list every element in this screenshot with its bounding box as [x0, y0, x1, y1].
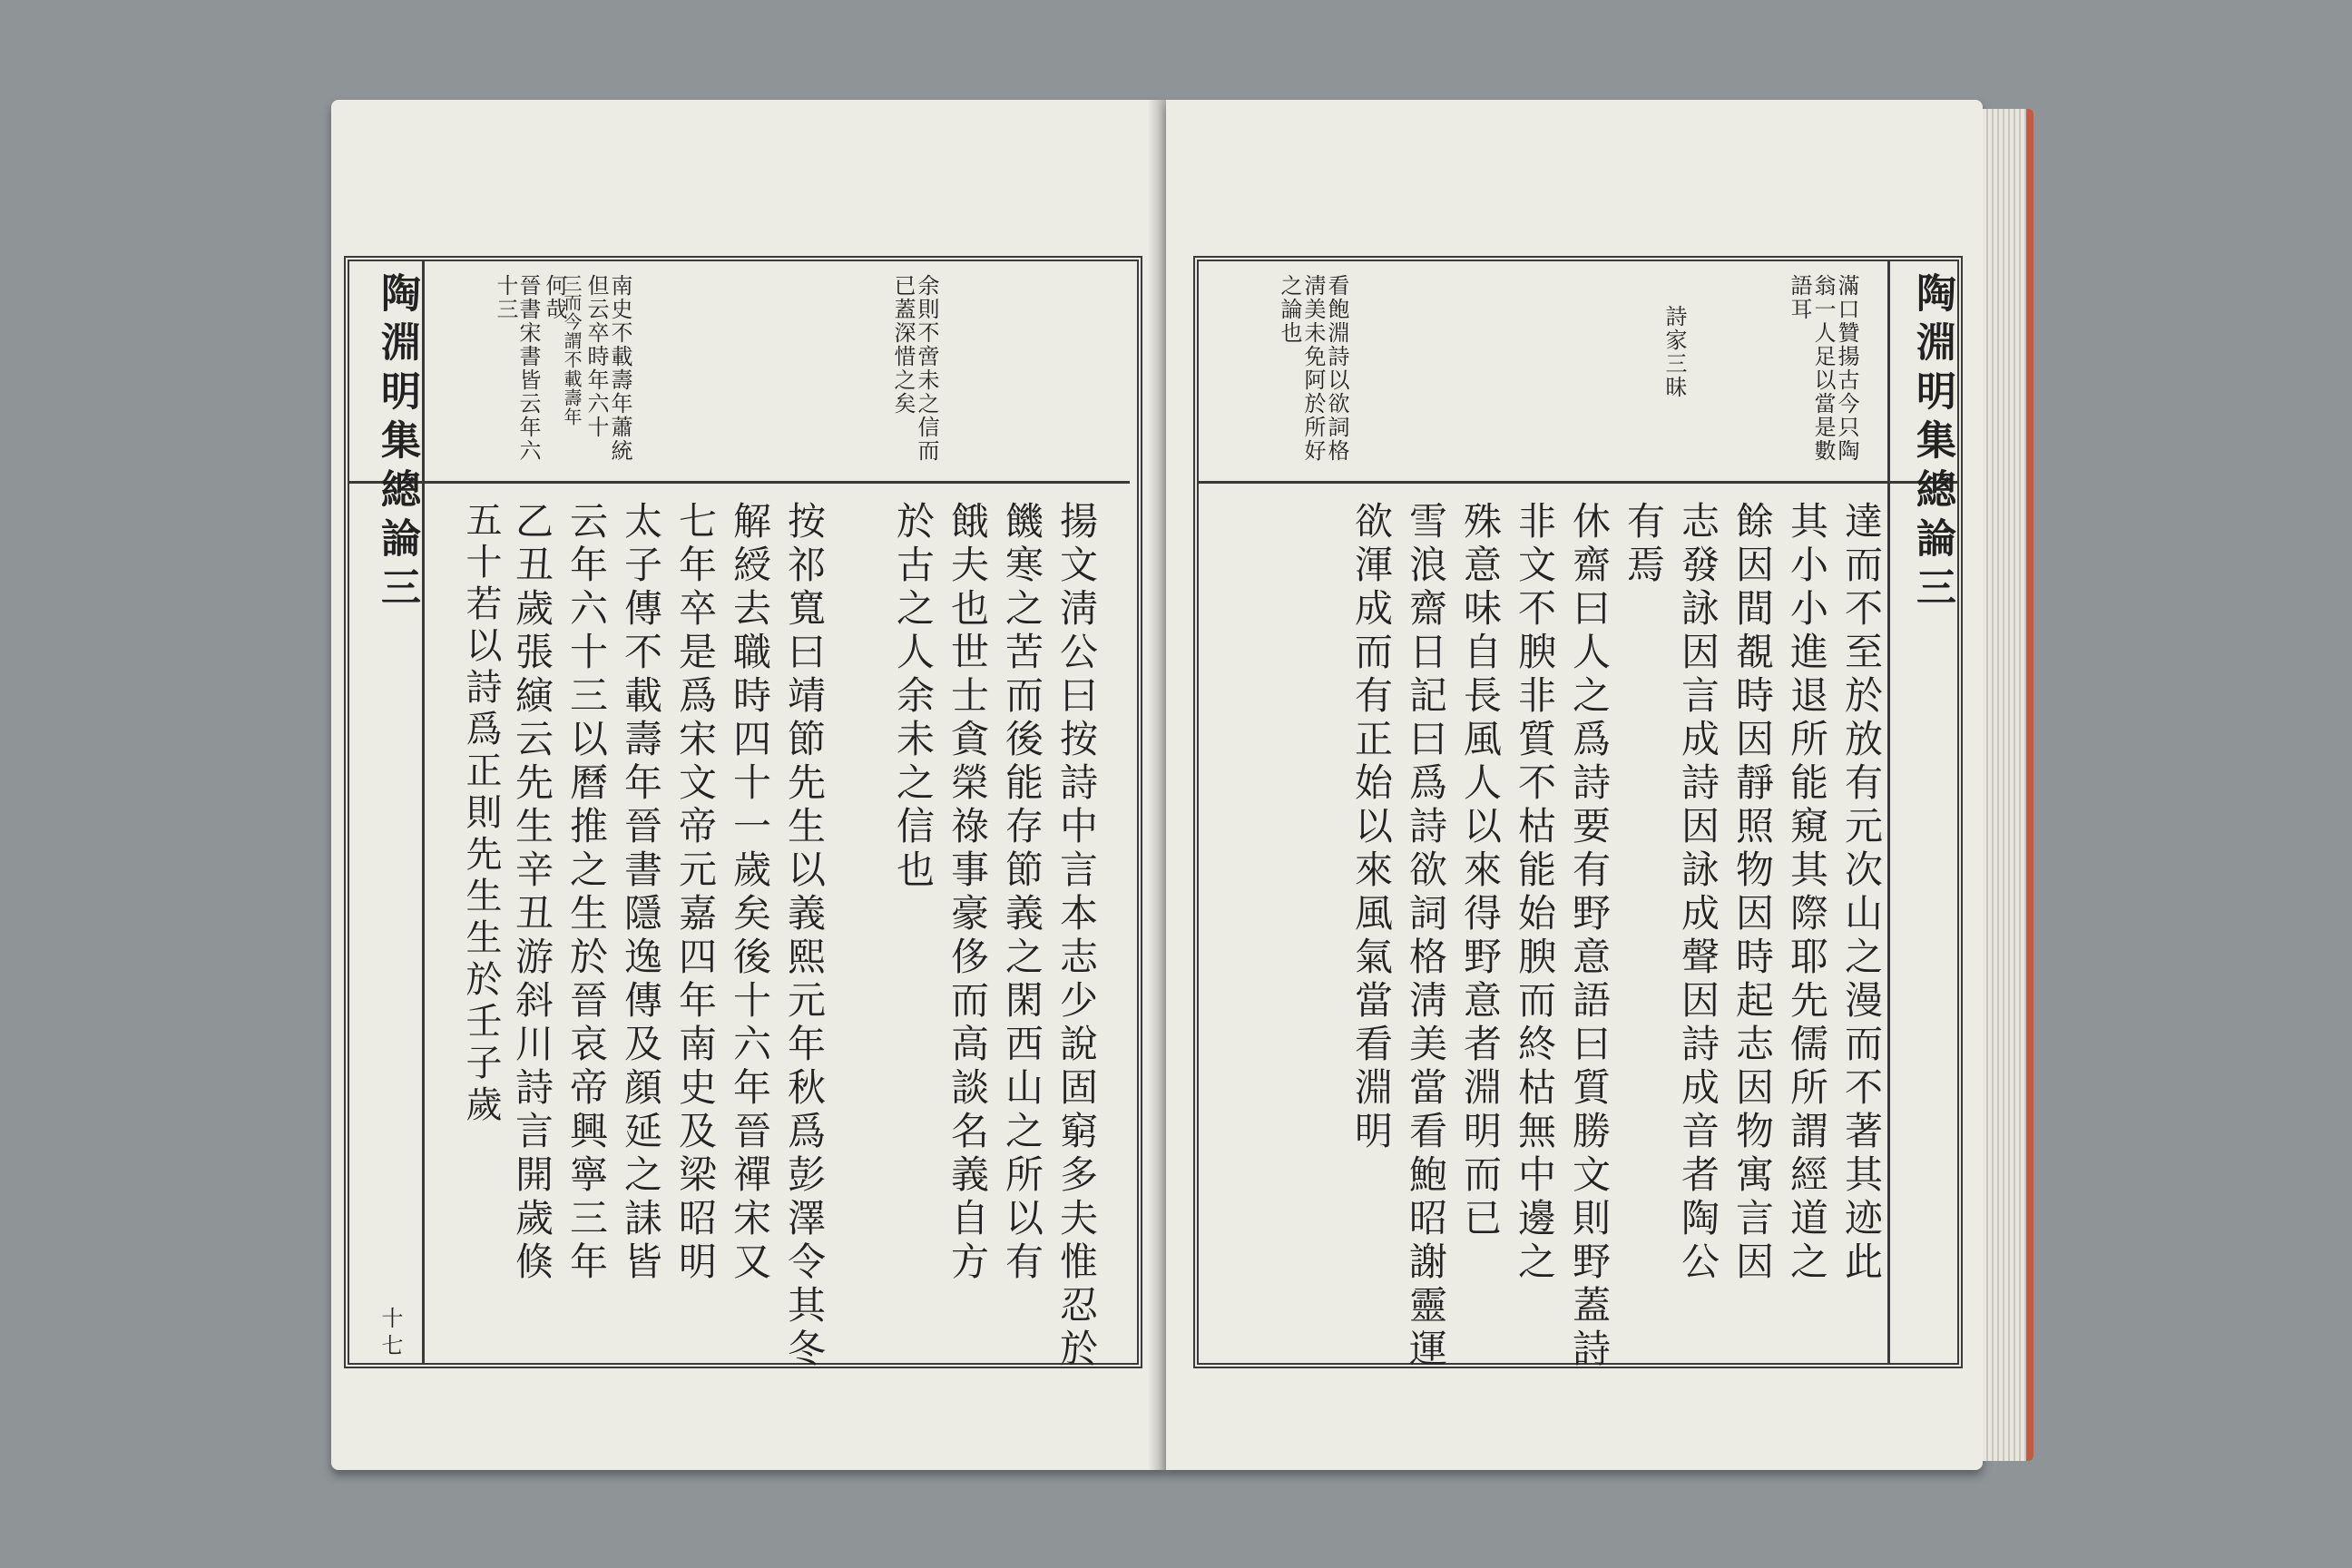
- right-note: 翁一人足以當是數: [1810, 274, 1836, 463]
- left-divider: [349, 481, 1130, 484]
- left-note: 已蓋深惜之矣: [890, 274, 916, 416]
- left-note: 余則不啻未之信而: [914, 274, 939, 463]
- left-text-column: 按祁寬曰靖節先生以義熙元年秋爲彭澤令其冬: [782, 501, 827, 1372]
- left-text-column: 餓夫也世士貪榮祿事豪侈而高談名義自方: [946, 501, 990, 1285]
- right-text-column: 有焉: [1622, 501, 1666, 588]
- right-text-column: 餘因間覩時因靜照物因時起志因物寓言因: [1730, 501, 1775, 1285]
- left-note: 何哉: [542, 274, 567, 321]
- left-note: 三而今謂不載壽年: [561, 274, 583, 426]
- right-note: 語耳: [1787, 274, 1812, 321]
- left-page-number: 十七: [377, 1307, 403, 1361]
- right-note: 看飽淵詩以欲詞格: [1324, 274, 1349, 463]
- right-text-column: 志發詠因言成詩因詠成聲因詩成音者陶公: [1676, 501, 1720, 1285]
- right-text-column: 達而不至於放有元次山之漫而不著其迹此: [1839, 501, 1884, 1285]
- left-text-column: 五十若以詩爲正則先生生於壬子歲: [460, 501, 502, 1127]
- open-book: [331, 100, 2037, 1479]
- right-text-column: 休齋曰人之爲詩要有野意語曰質勝文則野蓋詩: [1567, 501, 1612, 1372]
- right-page-header: 陶淵明集總論三: [1909, 272, 1955, 615]
- right-text-column: 殊意味自長風人以來得野意者淵明而已: [1458, 501, 1503, 1241]
- page-edges: [1983, 109, 2034, 1461]
- left-text-column: 於古之人余未之信也: [891, 501, 936, 893]
- right-divider: [1199, 481, 1957, 484]
- left-page: [331, 100, 1166, 1470]
- right-note: 詩家三昧: [1661, 305, 1687, 399]
- left-text-column: 饑寒之苦而後能存節義之閑西山之所以有: [1000, 501, 1044, 1285]
- right-note: 滿口贊揚古今只陶: [1834, 274, 1859, 463]
- right-note: 之論也: [1277, 274, 1302, 345]
- left-text-column: 乙丑歲張縯云先生辛丑游斜川詩言開歲倏: [510, 501, 554, 1285]
- left-text-column: 揚文淸公曰按詩中言本志少說固窮多夫惟忍於: [1054, 501, 1099, 1372]
- left-page-header: 陶淵明集總論三: [374, 272, 420, 615]
- left-text-column: 七年卒是爲宋文帝元嘉四年南史及梁昭明: [673, 501, 718, 1285]
- left-text-column: 云年六十三以曆推之生於晉哀帝興寧三年: [564, 501, 609, 1285]
- right-page: [1166, 100, 1983, 1470]
- left-note: 晉書宋書皆云年六: [515, 274, 541, 463]
- left-text-column: 太子傳不載壽年晉書隱逸傳及顔延之誄皆: [619, 501, 663, 1285]
- right-header-rule: [1887, 261, 1890, 1363]
- left-text-column: 解綬去職時四十一歲矣後十六年晉禪宋又: [728, 501, 772, 1285]
- left-note: 但云卒時年六十: [583, 274, 609, 439]
- left-note: 南史不載壽年蕭統: [607, 274, 632, 463]
- right-note: 淸美未免阿於所好: [1300, 274, 1326, 463]
- right-text-column: 雪浪齋日記曰爲詩欲詞格淸美當看鮑昭謝靈運: [1404, 501, 1448, 1372]
- right-text-column: 欲渾成而有正始以來風氣當看淵明: [1349, 501, 1394, 1154]
- left-note: 十三: [493, 274, 518, 321]
- right-text-column: 其小小進退所能窺其際耶先儒所謂經道之: [1785, 501, 1829, 1285]
- right-text-column: 非文不腴非質不枯能始腴而終枯無中邊之: [1513, 501, 1557, 1285]
